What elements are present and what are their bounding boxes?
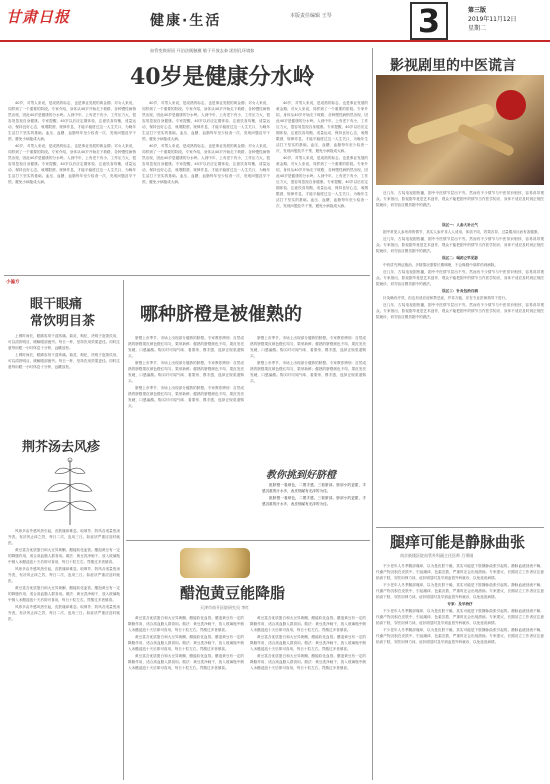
- article4-body-col1: 脐橙上市季节，市场上出现部分催熟的脐橙。专家教你辨别：自然成熟的脐橙果皮颜色橙红均匀，果蒂新鲜；催熟的脐橙颜色不均，果皮发亮发硬，口感偏酸。购买时可闻气味、看果蒂、摸手感，选择正规渠道购买。 脐橙上市季节，市场上出现部分催熟的脐橙。专家教你辨别：自然成熟的脐橙果皮颜色橙红均匀，果蒂新鲜；催熟的脐橙颜色不均，果皮发亮发硬，口感偏酸。购买时可闻气味、看果蒂、摸手感，选择正规渠道购买。 脐橙上市季节，市场上出现部分催熟的脐橙。专家教你辨别：自然成熟的脐橙果皮颜色橙红均匀，果蒂新鲜；催熟的脐橙颜色不均，果皮发亮发硬，口感偏酸。购买时可闻气味、看果蒂、摸手感，选择正规渠道购买。: [128, 336, 244, 408]
- article1-title: 40岁是健康分水岭: [130, 64, 315, 90]
- article2-title: 影视剧里的中医谎言: [390, 58, 516, 74]
- article5-title: 荆芥汤去风疹: [22, 440, 101, 455]
- article1-body-col1: 40岁，对男人来说，是成熟的标志，也是事业发展的黄金期；对女人来说，同样到了一个重要的阶段。专家介绍，身体从40岁开始走下坡路，各种慢性病悄然出现，因此40岁是健康的分水岭。人到中年，上有老下有小，工作压力大，很容易忽视自身健康。专家提醒，40岁以后应定期体检，注意饮食均衡，适量运动，保持良好心态，戒烟限酒，规律作息，才能平稳度过这一人生关口，为晚年生活打下坚实的基础。血压、血糖、血脂每年至少检查一次，发现问题及早干预，避免小病拖成大病。 40岁，对男人来说，是成熟的标志，也是事业发展的黄金期；对女人来说，同样到了一个重要的阶段。专家介绍，身体从40岁开始走下坡路，各种慢性病悄然出现，因此40岁是健康的分水岭。人到中年，上有老下有小，工作压力大，很容易忽视自身健康。专家提醒，40岁以后应定期体检，注意饮食均衡，适量运动，保持良好心态，戒烟限酒，规律作息，才能平稳度过这一人生关口，为晚年生活打下坚实的基础。血压、血糖、血脂每年至少检查一次，发现问题及早干预，避免小病拖成大病。: [8, 101, 136, 184]
- article7-heading: 专家：及早治疗: [447, 602, 473, 606]
- issue-date: 2019年11月12日: [468, 16, 517, 23]
- divider: [4, 275, 370, 276]
- article1-body-col2: 40岁，对男人来说，是成熟的标志，也是事业发展的黄金期；对女人来说，同样到了一个重要的阶段。专家介绍，身体从40岁开始走下坡路，各种慢性病悄然出现，因此40岁是健康的分水岭。人到中年，上有老下有小，工作压力大，很容易忽视自身健康。专家提醒，40岁以后应定期体检，注意饮食均衡，适量运动，保持良好心态，戒烟限酒，规律作息，才能平稳度过这一人生关口，为晚年生活打下坚实的基础。血压、血糖、血脂每年至少检查一次，发现问题及早干预，避免小病拖成大病。 40岁，对男人来说，是成熟的标志，也是事业发展的黄金期；对女人来说，同样到了一个重要的阶段。专家介绍，身体从40岁开始走下坡路，各种慢性病悄然出现，因此40岁是健康的分水岭。人到中年，上有老下有小，工作压力大，很容易忽视自身健康。专家提醒，40岁以后应定期体检，注意饮食均衡，适量运动，保持良好心态，戒烟限酒，规律作息，才能平稳度过这一人生关口，为晚年生活打下坚实的基础。血压、血糖、血脂每年至少检查一次，发现问题及早干预，避免小病拖成大病。: [142, 101, 270, 184]
- issue-weekday: 星期二: [468, 25, 487, 32]
- article2-body: 误区一：人参大补元气 剧中常见人参吊命的情节，其实人参并非人人适用，体质不同，效果各异，过量服用反而有害健康。 近几年，古装电视剧热播，剧中中医情节层出不穷。然而有不少情节与中医常识相悖，容易误导观众。专家指出，影视剧毕竟是艺术创作，观众不能把剧中的情节当作医学知识，身体不适应及时到正规医院就诊，切勿盲目模仿剧中的做法。 误区二：喝药立竿见影 中药讲究辨证施治，多数情况需要长期调理，不会像剧中那样药到病除。 近几年，古装电视剧热播，剧中中医情节层出不穷。然而有不少情节与中医常识相悖，容易误导观众。专家指出，影视剧毕竟是艺术创作，观众不能把剧中的情节当作医学知识，身体不适应及时到正规医院就诊，切勿盲目模仿剧中的做法。 误区三：针灸包治百病 针灸确有疗效，但也有适应症和禁忌症，并非万能，应在专业医师指导下进行。 近几年，古装电视剧热播，剧中中医情节层出不穷。然而有不少情节与中医常识相悖，容易误导观众。专家指出，影视剧毕竟是艺术创作，观众不能把剧中的情节当作医学知识，身体不适应及时到正规医院就诊，切勿盲目模仿剧中的做法。: [376, 223, 544, 319]
- article3-title-line1: 眼干眼痛: [30, 297, 83, 312]
- article4-quote-body: 挑脐橙一看颜色，二摸手感，三看脐部。脐部小的更甜，手感沉重的汁水多，表皮细腻有光泽的为佳。 挑脐橙一看颜色，二摸手感，三看脐部。脐部小的更甜，手感沉重的汁水多，表皮细腻有光泽的为佳。: [262, 483, 366, 506]
- ginseng-branch: [457, 123, 516, 157]
- ginseng-berries: [496, 90, 526, 120]
- column-divider: [123, 280, 124, 780]
- article6-byline: 天津市南开医院研究员 李红: [200, 605, 250, 610]
- article4-body-col2: 脐橙上市季节，市场上出现部分催熟的脐橙。专家教你辨别：自然成熟的脐橙果皮颜色橙红均匀，果蒂新鲜；催熟的脐橙颜色不均，果皮发亮发硬，口感偏酸。购买时可闻气味、看果蒂、摸手感，选择正规渠道购买。 脐橙上市季节，市场上出现部分催熟的脐橙。专家教你辨别：自然成熟的脐橙果皮颜色橙红均匀，果蒂新鲜；催熟的脐橙颜色不均，果皮发亮发硬，口感偏酸。购买时可闻气味、看果蒂、摸手感，选择正规渠道购买。: [250, 336, 366, 383]
- divider: [126, 540, 370, 541]
- article2-heading3: 误区三：针灸包治百病: [442, 289, 478, 293]
- article3-body: 上网时间长，眼睛容易干涩疼痛。菊花、枸杞、决明子泡茶饮用，可以清肝明目，缓解眼部疲劳。每日一杯，坚持饮用效果更佳。同时注意每用眼一小时休息十分钟，远眺放松。 上网时间长，眼睛容易干涩疼痛。菊花、枸杞、决明子泡茶饮用，可以清肝明目，缓解眼部疲劳。每日一杯，坚持饮用效果更佳。同时注意每用眼一小时休息十分钟，远眺放松。: [8, 334, 120, 369]
- editor-credit: 本版责任编辑 王琴: [290, 13, 332, 19]
- article4-quote-title: 教你挑到好脐橙: [266, 470, 336, 481]
- article5-body: 风疹多由外感风热引起，皮肤瘙痒难忍。取荆芥、防风各适量煎汤外洗，有祛风止痒之效，每日二次，连用三日。如症状严重应及时就医。 黄豆富含优质蛋白和大豆异黄酮，醋能软化血管。醋泡黄豆有一定的降脂作用，适合高血脂人群食用。做法：黄豆洗净晾干，放入玻璃瓶中倒入米醋浸泡十天后即可食用，每日十粒左右。胃酸过多者慎食。 风疹多由外感风热引起，皮肤瘙痒难忍。取荆芥、防风各适量煎汤外洗，有祛风止痒之效，每日二次，连用三日。如症状严重应及时就医。 黄豆富含优质蛋白和大豆异黄酮，醋能软化血管。醋泡黄豆有一定的降脂作用，适合高血脂人群食用。做法：黄豆洗净晾干，放入玻璃瓶中倒入米醋浸泡十天后即可食用，每日十粒左右。胃酸过多者慎食。 风疹多由外感风热引起，皮肤瘙痒难忍。取荆芥、防风各适量煎汤外洗，有祛风止痒之效，每日二次，连用三日。如症状严重应及时就医。: [8, 529, 120, 621]
- article7-byline: 南京鼓楼医院血管外科副主任医师 吕勇刚: [400, 553, 474, 558]
- herb-illustration: [20, 455, 120, 525]
- edition-label: 第三版: [468, 7, 487, 14]
- article4-title: 哪种脐橙是被催熟的: [140, 304, 302, 325]
- section-title: 健康·生活: [150, 13, 222, 29]
- article6-body-col1: 黄豆富含优质蛋白和大豆异黄酮，醋能软化血管。醋泡黄豆有一定的降脂作用，适合高血脂人群食用。做法：黄豆洗净晾干，放入玻璃瓶中倒入米醋浸泡十天后即可食用，每日十粒左右。胃酸过多者慎食。 黄豆富含优质蛋白和大豆异黄酮，醋能软化血管。醋泡黄豆有一定的降脂作用，适合高血脂人群食用。做法：黄豆洗净晾干，放入玻璃瓶中倒入米醋浸泡十天后即可食用，每日十粒左右。胃酸过多者慎食。 黄豆富含优质蛋白和大豆异黄酮，醋能软化血管。醋泡黄豆有一定的降脂作用，适合高血脂人群食用。做法：黄豆洗净晾干，放入玻璃瓶中倒入米醋浸泡十天后即可食用，每日十粒左右。胃酸过多者慎食。: [128, 616, 244, 670]
- article1-body-col3: 40岁，对男人来说，是成熟的标志，也是事业发展的黄金期；对女人来说，同样到了一个重要的阶段。专家介绍，身体从40岁开始走下坡路，各种慢性病悄然出现，因此40岁是健康的分水岭。人到中年，上有老下有小，工作压力大，很容易忽视自身健康。专家提醒，40岁以后应定期体检，注意饮食均衡，适量运动，保持良好心态，戒烟限酒，规律作息，才能平稳度过这一人生关口，为晚年生活打下坚实的基础。血压、血糖、血脂每年至少检查一次，发现问题及早干预，避免小病拖成大病。 40岁，对男人来说，是成熟的标志，也是事业发展的黄金期；对女人来说，同样到了一个重要的阶段。专家介绍，身体从40岁开始走下坡路，各种慢性病悄然出现，因此40岁是健康的分水岭。人到中年，上有老下有小，工作压力大，很容易忽视自身健康。专家提醒，40岁以后应定期体检，注意饮食均衡，适量运动，保持良好心态，戒烟限酒，规律作息，才能平稳度过这一人生关口，为晚年生活打下坚实的基础。血压、血糖、血脂每年至少检查一次，发现问题及早干预，避免小病拖成大病。: [276, 101, 368, 208]
- article1-kicker: 血管变换原因 开泊法既触摸 敏于开放去泰 团别孔环境如: [150, 48, 255, 53]
- article2-heading2: 误区二：喝药立竿见影: [442, 256, 478, 260]
- masthead-logo: 甘肃日报: [6, 8, 71, 26]
- column-divider: [372, 48, 373, 780]
- divider: [376, 527, 544, 528]
- soybean-photo: [180, 548, 250, 578]
- article3-title-line2: 常饮明目茶: [30, 314, 96, 329]
- article2-heading1: 误区一：人参大补元气: [442, 223, 478, 227]
- article7-body: 不少老年人冬季腿部瘙痒，以为是皮肤干燥，其实可能是下肢静脉曲张引起的。静脉血液回流不畅，代谢产物沉积在皮肤中，引起瘙痒、色素沉着，严重时还会出现溃疡。专家建议，长期站立工作者应注意抬高下肢，穿医用弹力袜，症状明显时及早到血管外科就诊，以免延误病情。 不少老年人冬季腿部瘙痒，以为是皮肤干燥，其实可能是下肢静脉曲张引起的。静脉血液回流不畅，代谢产物沉积在皮肤中，引起瘙痒、色素沉着，严重时还会出现溃疡。专家建议，长期站立工作者应注意抬高下肢，穿医用弹力袜，症状明显时及早到血管外科就诊，以免延误病情。 专家：及早治疗 不少老年人冬季腿部瘙痒，以为是皮肤干燥，其实可能是下肢静脉曲张引起的。静脉血液回流不畅，代谢产物沉积在皮肤中，引起瘙痒、色素沉着，严重时还会出现溃疡。专家建议，长期站立工作者应注意抬高下肢，穿医用弹力袜，症状明显时及早到血管外科就诊，以免延误病情。 不少老年人冬季腿部瘙痒，以为是皮肤干燥，其实可能是下肢静脉曲张引起的。静脉血液回流不畅，代谢产物沉积在皮肤中，引起瘙痒、色素沉着，严重时还会出现溃疡。专家建议，长期站立工作者应注意抬高下肢，穿医用弹力袜，症状明显时及早到血管外科就诊，以免延误病情。: [376, 564, 544, 644]
- page-meta: [468, 6, 517, 33]
- ginseng-photo: [376, 75, 544, 185]
- header-rule: [0, 40, 550, 42]
- page-number: 3: [410, 2, 448, 40]
- article6-body-col2: 黄豆富含优质蛋白和大豆异黄酮，醋能软化血管。醋泡黄豆有一定的降脂作用，适合高血脂人群食用。做法：黄豆洗净晾干，放入玻璃瓶中倒入米醋浸泡十天后即可食用，每日十粒左右。胃酸过多者慎食。 黄豆富含优质蛋白和大豆异黄酮，醋能软化血管。醋泡黄豆有一定的降脂作用，适合高血脂人群食用。做法：黄豆洗净晾干，放入玻璃瓶中倒入米醋浸泡十天后即可食用，每日十粒左右。胃酸过多者慎食。 黄豆富含优质蛋白和大豆异黄酮，醋能软化血管。醋泡黄豆有一定的降脂作用，适合高血脂人群食用。做法：黄豆洗净晾干，放入玻璃瓶中倒入米醋浸泡十天后即可食用，每日十粒左右。胃酸过多者慎食。: [250, 616, 366, 670]
- article6-title: 醋泡黄豆能降脂: [180, 584, 286, 602]
- column-tag: 小偏方: [6, 280, 20, 285]
- article7-title: 腿痒可能是静脉曲张: [390, 533, 526, 551]
- article2-intro: 近几年，古装电视剧热播，剧中中医情节层出不穷。然而有不少情节与中医常识相悖，容易误导观众。专家指出，影视剧毕竟是艺术创作，观众不能把剧中的情节当作医学知识，身体不适应及时到正规医院就诊，切勿盲目模仿剧中的做法。: [376, 191, 544, 207]
